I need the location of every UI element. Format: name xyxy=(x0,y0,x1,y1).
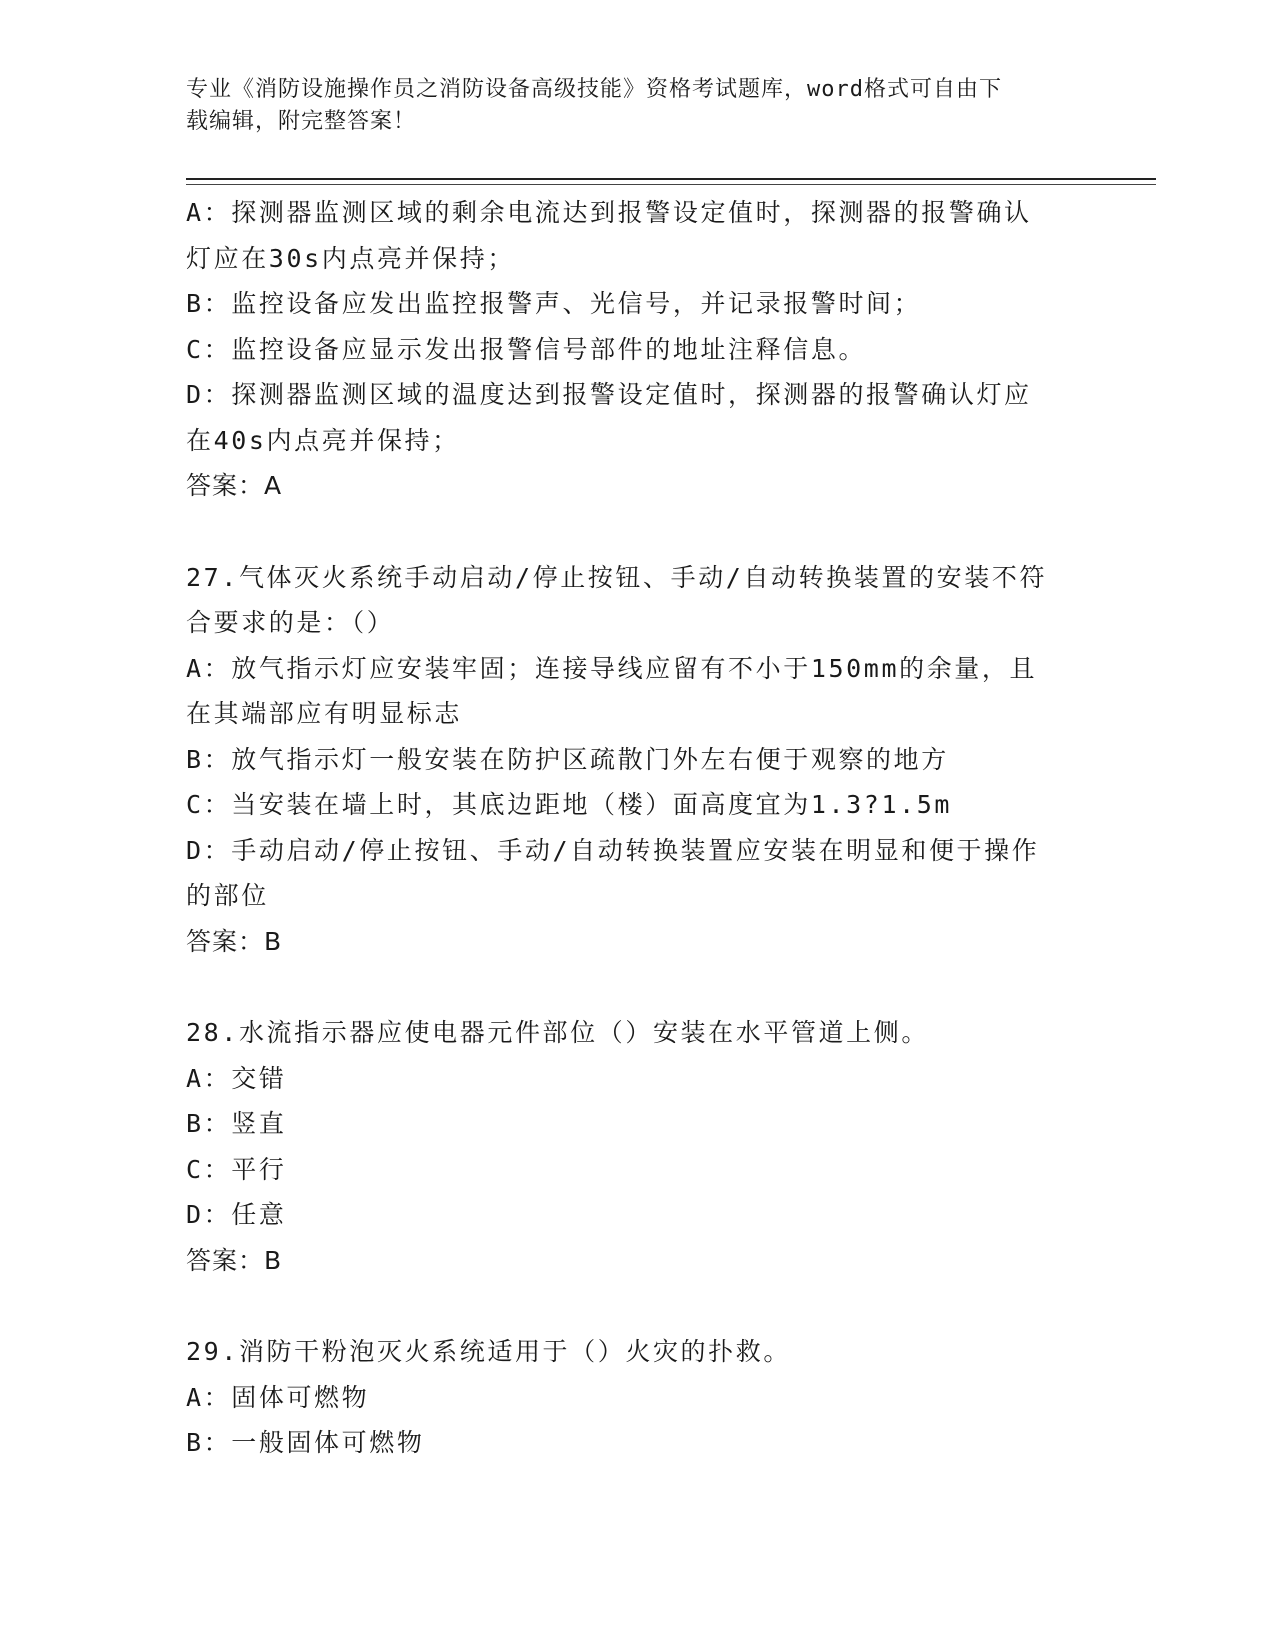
question-line: C：平行 xyxy=(186,1154,287,1184)
question-line: A：探测器监测区域的剩余电流达到报警设定值时，探测器的报警确认 xyxy=(186,198,1032,227)
question-line: B：监控设备应发出监控报警声、光信号，并记录报警时间； xyxy=(186,289,922,318)
question-line: A：固体可燃物 xyxy=(186,1382,370,1412)
question-line: D：探测器监测区域的温度达到报警设定值时，探测器的报警确认灯应 xyxy=(186,380,1032,409)
question-line: 合要求的是：（） xyxy=(186,608,395,637)
answer-line: 答案：B xyxy=(186,1245,283,1275)
question-line: C：监控设备应显示发出报警信号部件的地址注释信息。 xyxy=(186,334,867,364)
header-divider-thin xyxy=(186,184,1156,185)
question-block-29 xyxy=(186,1329,1076,1466)
question-block-28 xyxy=(186,1010,1076,1283)
question-line: 29.消防干粉泡灭火系统适用于（）火灾的扑救。 xyxy=(186,1337,791,1366)
answer-line: 答案：B xyxy=(186,926,283,956)
header-line-1: 专业《消防设施操作员之消防设备高级技能》资格考试题库，word格式可自由下 xyxy=(186,77,1002,102)
question-line: C：当安装在墙上时，其底边距地（楼）面高度宜为1.3?1.5m xyxy=(186,790,953,819)
question-line: 28.水流指示器应使电器元件部位（）安装在水平管道上侧。 xyxy=(186,1018,929,1047)
question-block-27 xyxy=(186,555,1076,965)
document-header xyxy=(186,74,1066,138)
header-line-2: 载编辑，附完整答案！ xyxy=(186,109,417,134)
question-list xyxy=(186,190,1076,1466)
question-line: 的部位 xyxy=(186,881,269,910)
answer-line: 答案：A xyxy=(186,471,283,500)
question-line: D：任意 xyxy=(186,1200,287,1229)
question-line: D：手动启动/停止按钮、手动/自动转换装置应安装在明显和便于操作 xyxy=(186,835,1040,865)
question-line: A：放气指示灯应安装牢固；连接导线应留有不小于150mm的余量，且 xyxy=(186,653,1038,683)
question-block-26 xyxy=(186,190,1076,509)
question-line: 在其端部应有明显标志 xyxy=(186,699,463,728)
header-divider-thick xyxy=(186,178,1156,180)
question-line: A：交错 xyxy=(186,1063,287,1093)
question-line: B：竖直 xyxy=(186,1109,287,1138)
question-line: B：放气指示灯一般安装在防护区疏散门外左右便于观察的地方 xyxy=(186,744,949,774)
question-line: 灯应在30s内点亮并保持； xyxy=(186,243,515,273)
question-line: 在40s内点亮并保持； xyxy=(186,425,460,455)
question-line: B：一般固体可燃物 xyxy=(186,1428,425,1457)
question-line: 27.气体灭火系统手动启动/停止按钮、手动/自动转换装置的安装不符 xyxy=(186,562,1048,592)
